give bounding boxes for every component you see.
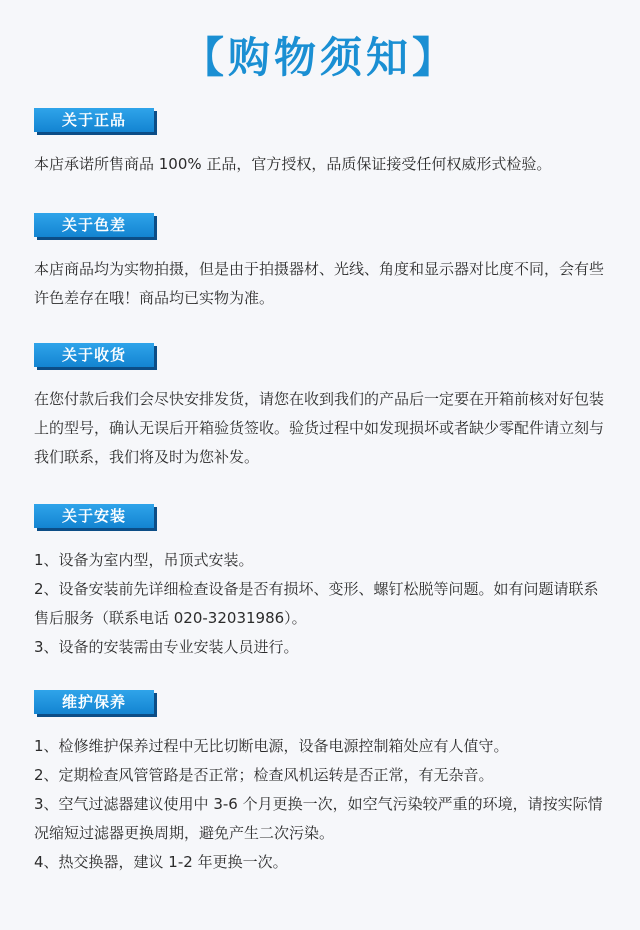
- section-label-wrap: [34, 504, 610, 534]
- list-item: 4、热交换器，建议 1-2 年更换一次。: [34, 853, 288, 871]
- section-text: 本店商品均为实物拍摄，但是由于拍摄器材、光线、角度和显示器对比度不同，会有些许色差存在哦！商品均已实物为准。: [34, 260, 605, 307]
- section-authentic: [34, 108, 610, 179]
- list-item: 1、检修维护保养过程中无比切断电源，设备电源控制箱处应有人值守。: [34, 737, 509, 755]
- section-label: 关于色差: [34, 213, 154, 237]
- section-installation: [34, 504, 610, 662]
- section-color-difference: [34, 213, 610, 313]
- section-label: 关于收货: [34, 343, 154, 367]
- section-label-wrap: [34, 343, 610, 373]
- section-label: 关于正品: [34, 108, 154, 132]
- section-receiving: [34, 343, 610, 472]
- section-text: 本店承诺所售商品 100% 正品，官方授权，品质保证接受任何权威形式检验。: [34, 155, 552, 173]
- section-label-wrap: [34, 108, 610, 138]
- page-title: 【购物须知】: [181, 33, 458, 82]
- section-maintenance: [34, 690, 610, 877]
- list-item: 1、设备为室内型，吊顶式安装。: [34, 551, 254, 569]
- section-label-wrap: [34, 213, 610, 243]
- section-label-wrap: [34, 690, 610, 720]
- list-item: 3、空气过滤器建议使用中 3-6 个月更换一次，如空气污染较严重的环境，请按实际情况缩短过滤器更换周期，避免产生二次污染。: [34, 795, 603, 842]
- list-item: 2、设备安装前先详细检查设备是否有损坏、变形、螺钉松脱等问题。如有问题请联系售后服务（联系电话 020-32031986）。: [34, 580, 599, 627]
- section-label: 关于安装: [34, 504, 154, 528]
- list-item: 2、定期检查风管管路是否正常；检查风机运转是否正常，有无杂音。: [34, 766, 494, 784]
- section-label: 维护保养: [34, 690, 154, 714]
- section-text: 在您付款后我们会尽快安排发货，请您在收到我们的产品后一定要在开箱前核对好包装上的型号，确认无误后开箱验货签收。验货过程中如发现损坏或者缺少零配件请立刻与我们联系，我们将及时为您补发。: [34, 390, 605, 466]
- list-item: 3、设备的安装需由专业安装人员进行。: [34, 638, 299, 656]
